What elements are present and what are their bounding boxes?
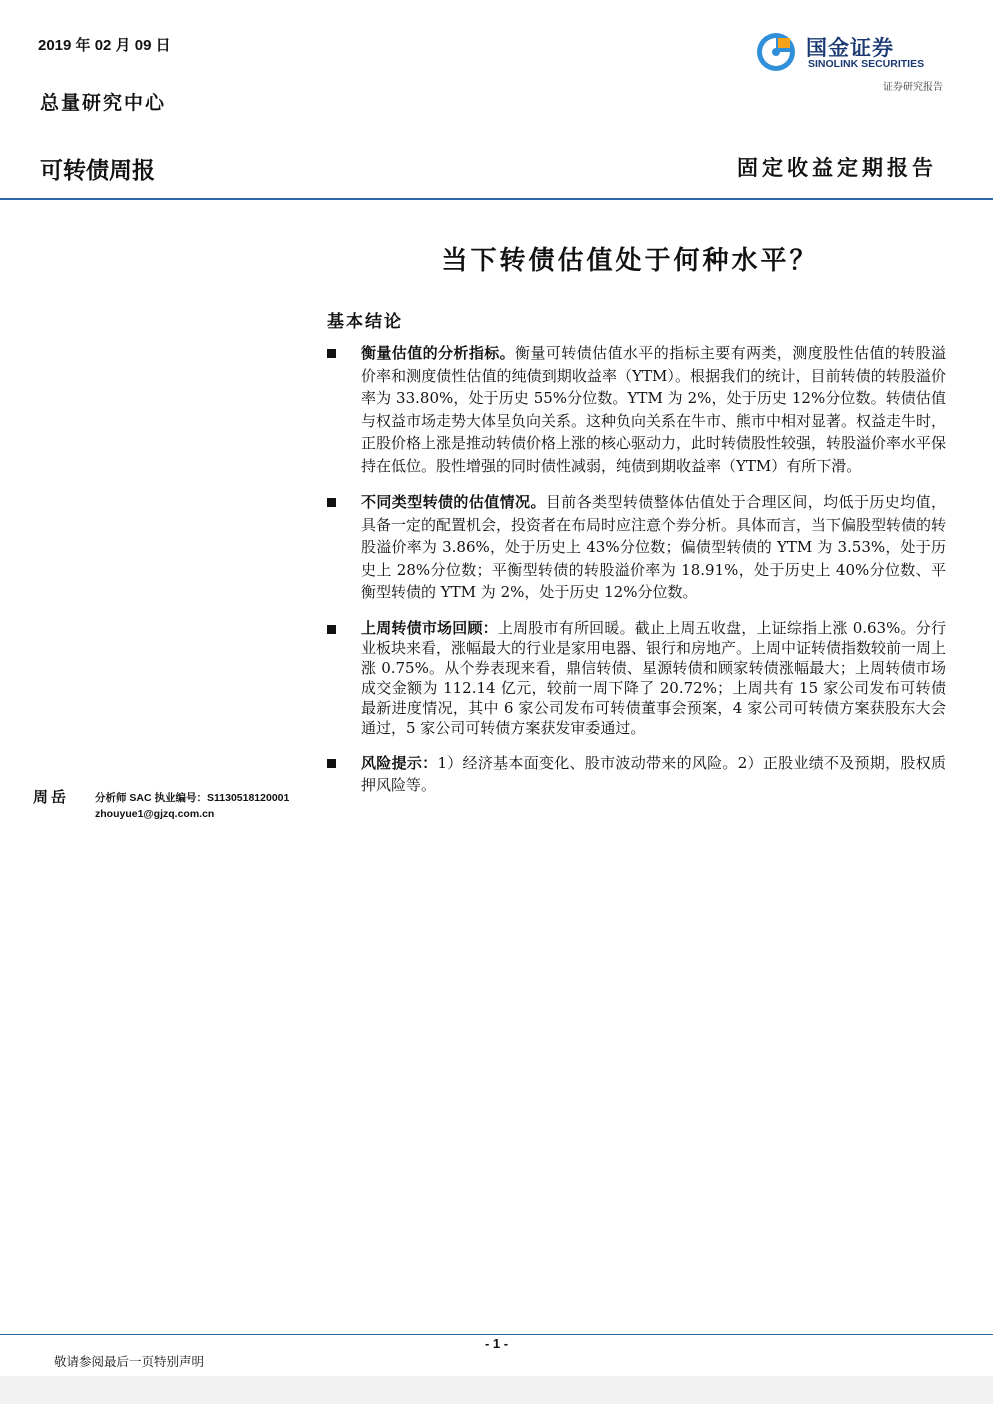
- conclusion-lead: 风险提示：: [361, 753, 438, 772]
- square-bullet-icon: [327, 349, 336, 358]
- analyst-email[interactable]: zhouyue1@gjzq.com.cn: [95, 808, 215, 820]
- conclusion-item: [326, 342, 946, 477]
- square-bullet-icon: [327, 759, 336, 768]
- report-series: 可转债周报: [40, 158, 155, 184]
- header-divider: [0, 198, 993, 200]
- square-bullet-icon: [327, 498, 336, 507]
- analyst-info: [95, 790, 289, 822]
- analyst-sac-number: 分析师 SAC 执业编号：S1130518120001: [95, 792, 290, 804]
- logo-chinese-name: 国金证券: [806, 36, 894, 60]
- conclusion-text: 目前各类型转债整体估值处于合理区间，均低于历史均值，具备一定的配置机会，投资者在布局时应注意个券分析。具体而言，当下偏股型转债的转股溢价率为 3.86%，处于历史上 43%分位数；偏债型转债的 YTM 为 3.53%，处于历史上 28%分位数；平衡型转债的转股溢价率为 18.91%，处于历史上 40%分位数、平衡型转债的 YTM 为 2%，处于历史 12%分位数。: [361, 493, 947, 601]
- section-title: 基本结论: [327, 312, 403, 332]
- report-type-label: 证券研究报告: [883, 82, 943, 93]
- conclusion-lead: 衡量估值的分析指标。: [361, 344, 516, 362]
- logo-english-name: SINOLINK SECURITIES: [808, 58, 925, 70]
- conclusion-text: 1）经济基本面变化、股市波动带来的风险。2）正股业绩不及预期，股权质押风险等。: [361, 753, 946, 794]
- department-name: 总量研究中心: [40, 92, 167, 114]
- analyst-name: 周岳: [33, 788, 70, 806]
- sinolink-logo-icon: [756, 32, 796, 72]
- disclaimer-note: 敬请参阅最后一页特别声明: [54, 1354, 205, 1369]
- company-logo: [756, 30, 946, 74]
- page-number: - 1 -: [484, 1336, 509, 1351]
- conclusion-lead: 不同类型转债的估值情况。: [361, 493, 546, 511]
- footer-divider: [0, 1334, 993, 1335]
- footer-band: [0, 1376, 993, 1404]
- report-date: 2019 年 02 月 09 日: [38, 37, 171, 54]
- conclusion-text: 上周股市有所回暖。截止上周五收盘，上证综指上涨 0.63%。分行业板块来看，涨幅最大的行业是家用电器、银行和房地产。上周中证转债指数较前一周上涨 0.75%。从个券表现来看，鼎信转债、星源转债和顾家转债涨幅最大；上周转债市场成交金额为 112.14 亿元，较前一周下降了 20.72%；上周共有 15 家公司发布可转债最新进度情况，其中 6 家公司发布可转债董事会预案，4 家公司可转债方案获股东大会通过，5 家公司可转债方案获发审委通过。: [361, 618, 947, 737]
- conclusion-lead: 上周转债市场回顾：: [361, 618, 498, 637]
- conclusion-list: [326, 342, 946, 811]
- conclusion-text: 衡量可转债估值水平的指标主要有两类，测度股性估值的转股溢价率和测度债性估值的纯债到期收益率（YTM）。根据我们的统计，目前转债的转股溢价率为 33.80%，处于历史 55%分位数。YTM 为 2%，处于历史 12%分位数。转债估值与权益市场走势大体呈负向关系。这种负向关系在牛市、熊市中相对显著。权益走牛时，正股价格上涨是推动转债价格上涨的核心驱动力，此时转债股性较强，转股溢价率水平保持在低位。股性增强的同时债性减弱，纯债到期收益率（YTM）有所下滑。: [361, 344, 947, 475]
- conclusion-item: [326, 491, 946, 604]
- report-title: 当下转债估值处于何种水平？: [441, 246, 819, 276]
- square-bullet-icon: [327, 625, 336, 634]
- conclusion-item: [326, 752, 946, 797]
- report-category: 固定收益定期报告: [737, 155, 937, 180]
- conclusion-item: [326, 618, 946, 738]
